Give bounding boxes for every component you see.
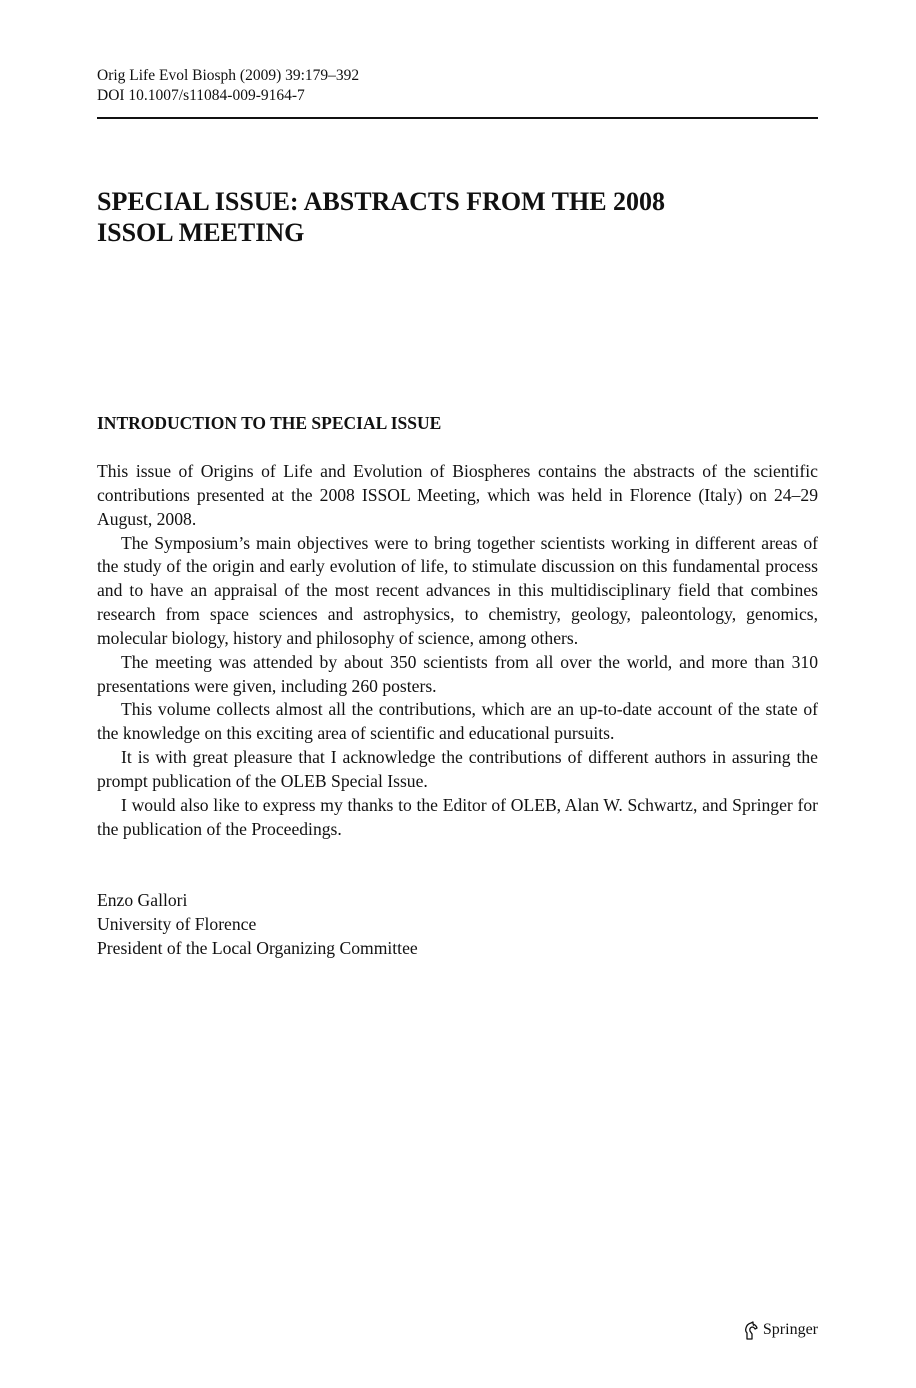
- paragraph: This issue of Origins of Life and Evolution of Biospheres contains the abstracts of the scientific contributions presented at the 2008 ISSOL Meeting, which was held in Florence (Italy) on 24–29 August, 2008.: [97, 461, 818, 529]
- publisher-name: Springer: [762, 1321, 818, 1338]
- paragraph: This volume collects almost all the contributions, which are an up-to-date account of the state of the knowledge on this exciting area of scientific and educational pursuits.: [97, 699, 818, 744]
- springer-horse-icon: [743, 1321, 759, 1340]
- doi: DOI 10.1007/s11084-009-9164-7: [97, 87, 305, 104]
- title-line-1: SPECIAL ISSUE: ABSTRACTS FROM THE 2008: [97, 187, 666, 216]
- paragraph: The Symposium’s main objectives were to bring together scientists working in different areas of the study of the origin and early evolution of life, to stimulate discussion on this fundamental process and to have an appraisal of the most recent advances in this multidisciplinary field that combines research from space sciences and astrophysics, to chemistry, geology, paleontology, genomics, molecular biology, history and philosophy of science, among others.: [97, 532, 818, 648]
- author-role: President of the Local Organizing Committee: [97, 937, 418, 958]
- running-head: [97, 66, 359, 106]
- header-rule: [97, 117, 818, 119]
- paragraph: I would also like to express my thanks to the Editor of OLEB, Alan W. Schwartz, and Springer for the publication of the Proceedings.: [97, 794, 818, 839]
- section-heading: INTRODUCTION TO THE SPECIAL ISSUE: [97, 413, 442, 433]
- signature-block: [97, 889, 418, 961]
- journal-citation: Orig Life Evol Biosph (2009) 39:179–392: [97, 67, 360, 84]
- body-text: [97, 460, 818, 842]
- publisher-logo: [743, 1319, 818, 1341]
- paragraph: The meeting was attended by about 350 scientists from all over the world, and more than 310 presentations were given, including 260 posters.: [97, 651, 818, 696]
- page-title: [97, 186, 818, 248]
- title-line-2: ISSOL MEETING: [97, 218, 305, 247]
- author-affiliation: University of Florence: [97, 913, 257, 934]
- author-name: Enzo Gallori: [97, 890, 188, 910]
- paragraph: It is with great pleasure that I acknowledge the contributions of different authors in assuring the prompt publication of the OLEB Special Issue.: [97, 747, 818, 791]
